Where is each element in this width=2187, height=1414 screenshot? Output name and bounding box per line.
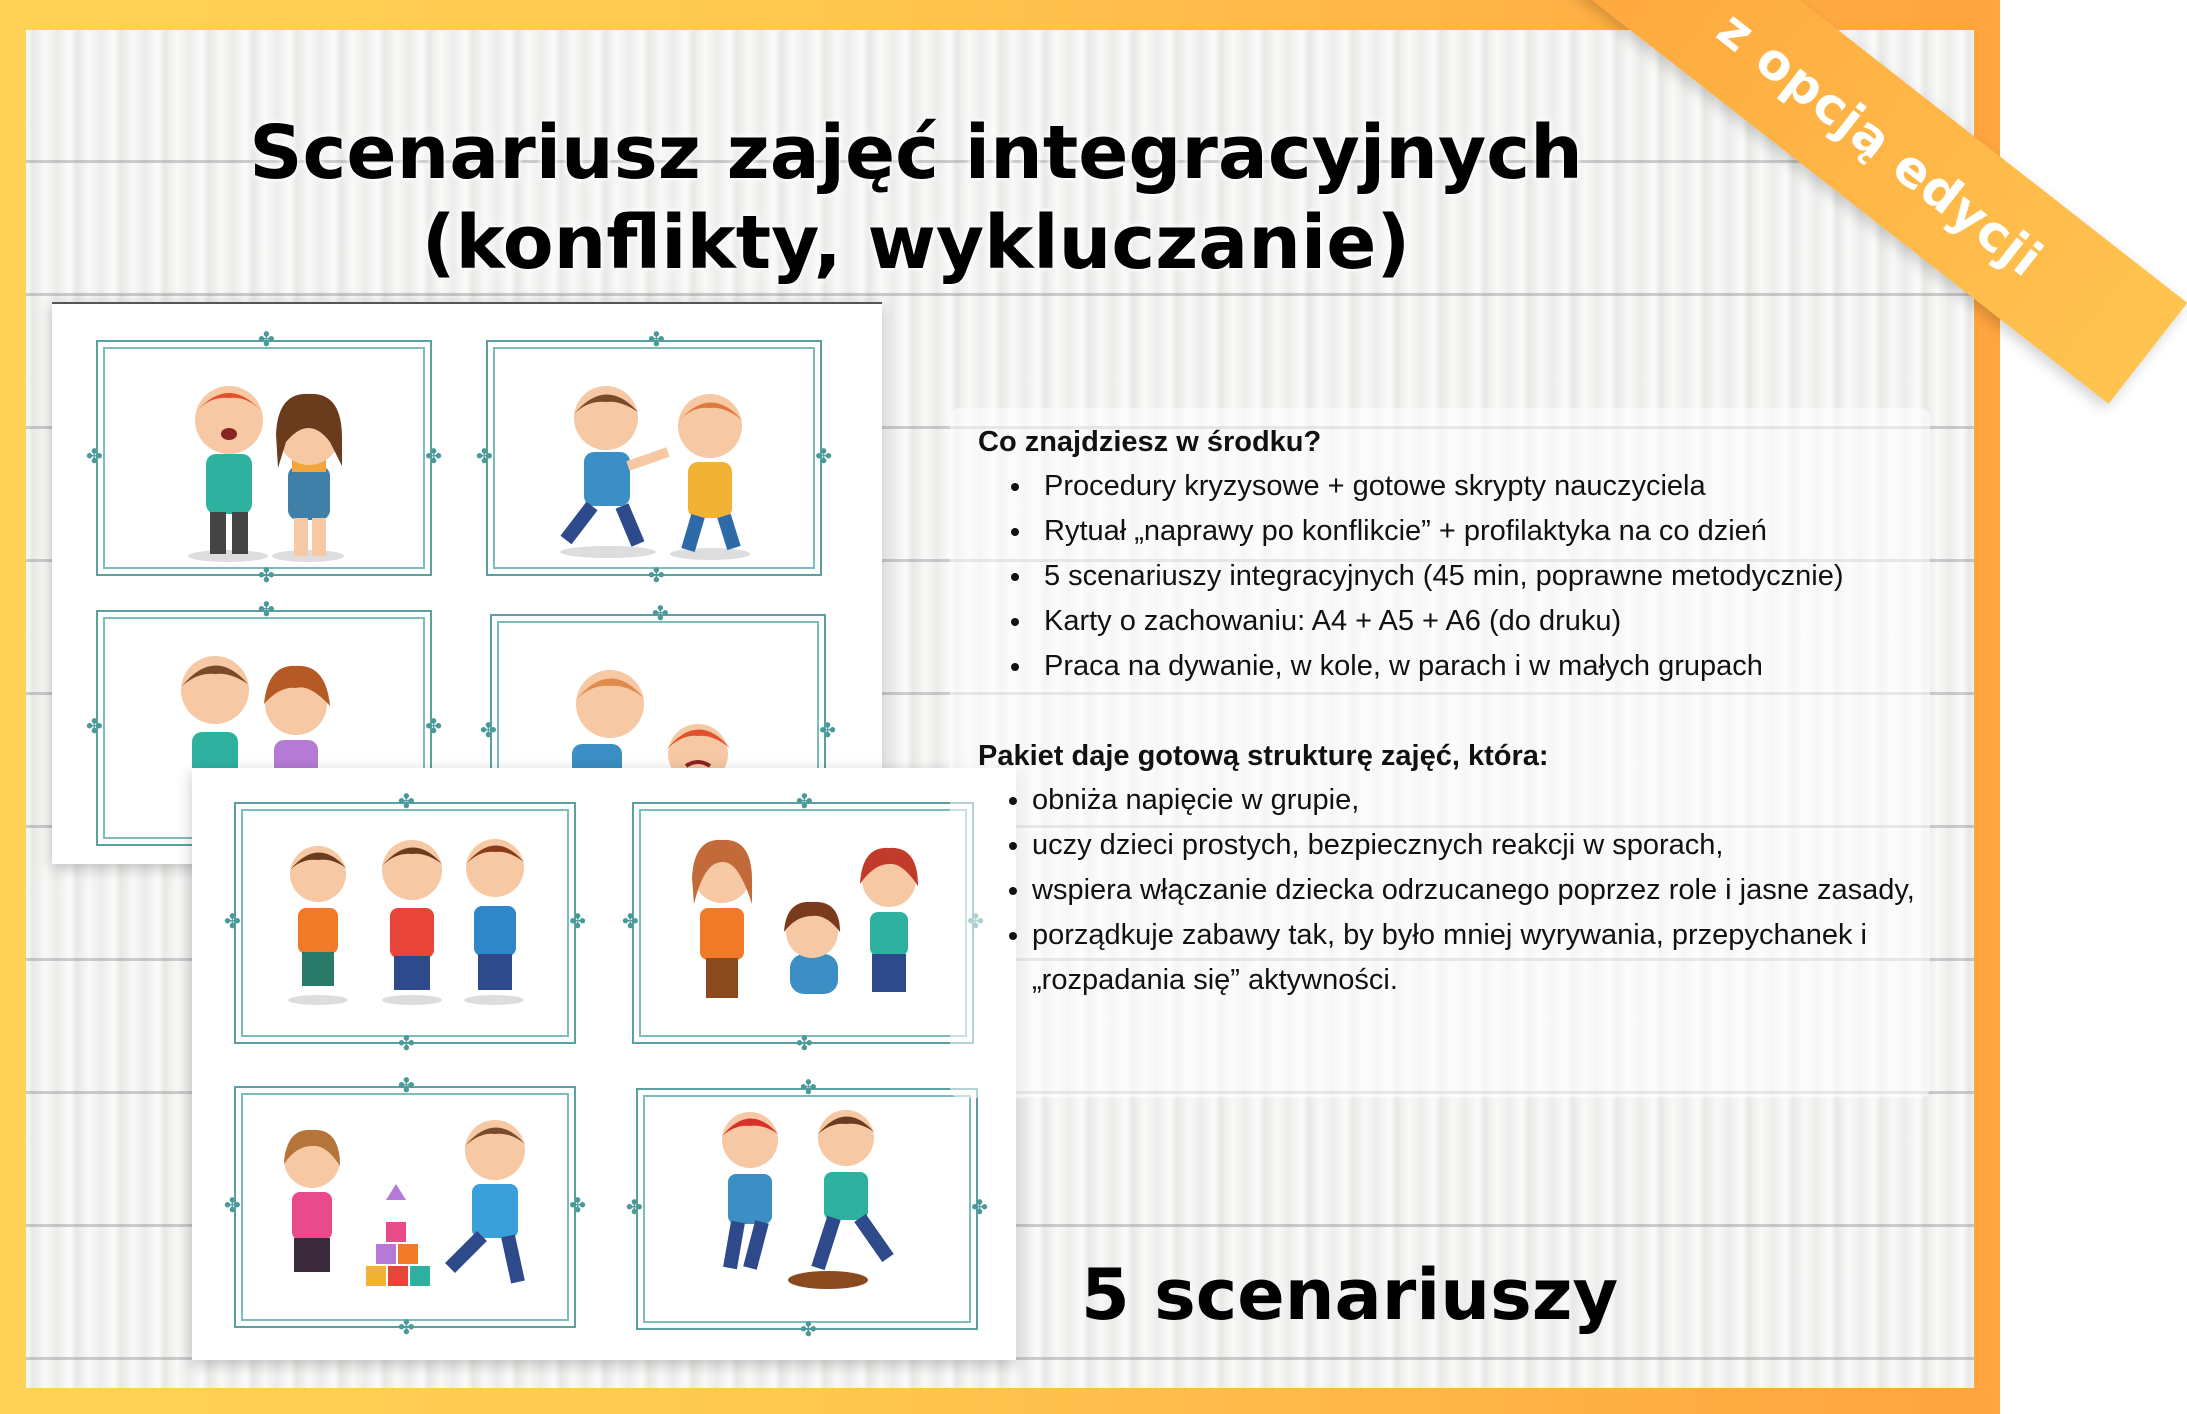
list-item: • Rytuał „naprawy po konflikcie” + profilaktyka na co dzień	[1034, 509, 1930, 554]
scenario-card: ✤ ✤ ✤ ✤	[224, 1075, 586, 1339]
scenario-card: ✤ ✤ ✤ ✤	[626, 1077, 988, 1341]
contents-list	[978, 464, 1930, 689]
kid-excluded-from-group-illustration	[224, 791, 586, 1055]
wood-background	[26, 30, 1974, 1388]
page-title	[166, 108, 1666, 288]
editable-option-ribbon: z opcją edycji	[1573, 0, 2187, 404]
benefits-list	[978, 778, 1930, 1003]
list-item: • porządkuje zabawy tak, by było mniej wyrywania, przepychanek i „rozpadania się” aktywności.	[1032, 913, 1930, 1003]
list-item: • Karty o zachowaniu: A4 + A5 + A6 (do druku)	[1034, 599, 1930, 644]
scenario-card: ✤ ✤ ✤ ✤	[86, 329, 442, 587]
kids-fighting-in-mud-illustration	[626, 1077, 988, 1341]
title-line-2: (konflikty, wykluczanie)	[421, 200, 1411, 286]
list-item: • uczy dzieci prostych, bezpiecznych reakcji w sporach,	[1032, 823, 1930, 868]
girl-left-out-crying-illustration	[634, 804, 976, 1046]
worksheet-front	[192, 768, 1016, 1360]
scenario-card: ✤ ✤ ✤	[490, 614, 826, 850]
two-angry-kids-illustration	[86, 329, 442, 587]
list-item: • Praca na dywanie, w kole, w parach i w małych grupach	[1034, 644, 1930, 689]
scenario-card: ✤ ✤ ✤ ✤	[224, 791, 586, 1055]
list-item: • 5 scenariuszy integracyjnych (45 min, poprawne metodycznie)	[1034, 554, 1930, 599]
scenario-card: ✤ ✤ ✤	[96, 610, 432, 846]
boy-kicking-block-tower-illustration	[224, 1075, 586, 1339]
contents-heading: Co znajdziesz w środku?	[978, 426, 1322, 458]
list-item: • obniża napięcie w grupie,	[1032, 778, 1930, 823]
scenario-count-label: 5 scenariuszy	[1081, 1254, 1619, 1336]
scenario-card: ✤ ✤ ✤	[632, 802, 974, 1044]
scenario-card: ✤ ✤ ✤ ✤	[476, 329, 832, 587]
benefits-heading: Pakiet daje gotową strukturę zajęć, która:	[978, 740, 1549, 772]
list-item: • wspiera włączanie dziecka odrzucanego poprzez role i jasne zasady,	[1032, 868, 1930, 913]
info-panel	[950, 408, 1930, 1098]
title-line-1: Scenariusz zajęć integracyjnych	[249, 110, 1583, 196]
kid-pushing-kid-illustration	[476, 329, 832, 587]
list-item: • Procedury kryzysowe + gotowe skrypty nauczyciela	[1034, 464, 1930, 509]
